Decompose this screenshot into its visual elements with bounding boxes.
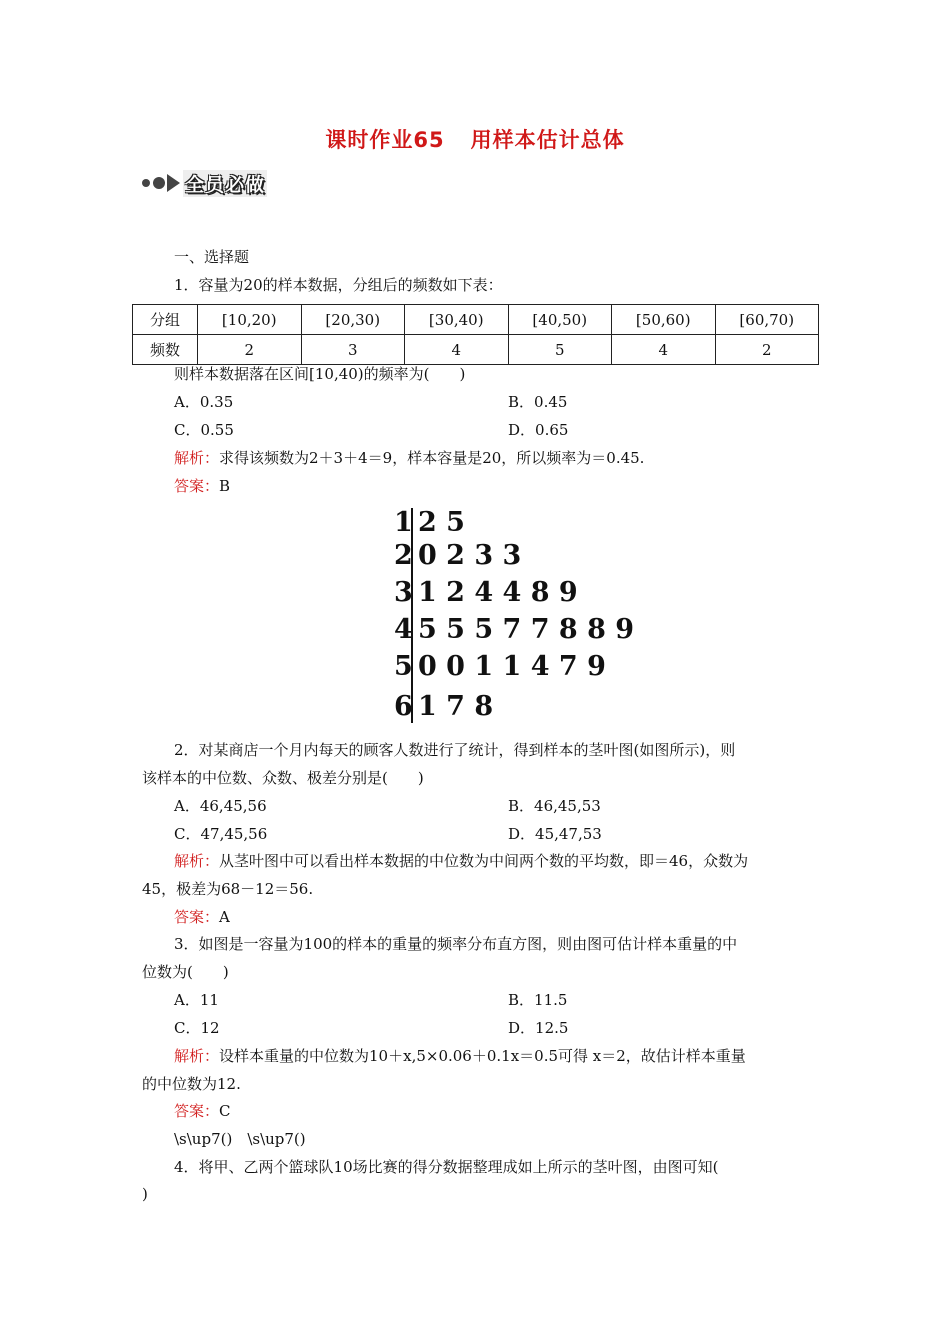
q1-after: 则样本数据落在区间[10,40)的频率为( ): [174, 365, 466, 383]
leaves: 2 5: [418, 507, 465, 538]
analysis-text: 从茎叶图中可以看出样本数据的中位数为中间两个数的平均数，即＝46，众数为: [219, 852, 749, 870]
q3-answer: [174, 1101, 231, 1121]
answer-label: 答案：: [174, 477, 220, 495]
q4-line1: 4．将甲、乙两个篮球队10场比赛的得分数据整理成如上所示的茎叶图，由图可知(: [174, 1158, 719, 1176]
section-badge: [142, 170, 267, 196]
answer-value: B: [219, 477, 231, 495]
title-part1: 课时作业65: [325, 128, 445, 152]
q2-option-d: D．45,47,53: [508, 825, 602, 843]
q1-answer: [174, 476, 230, 496]
table-cell: [40,50): [508, 305, 612, 335]
leaves: 0 0 1 1 4 7 9: [418, 651, 606, 682]
analysis-label: 解析：: [174, 1047, 220, 1065]
q3-analysis: [174, 1046, 746, 1066]
q2-option-c: C．47,45,56: [174, 825, 268, 843]
table-cell: 2: [715, 335, 819, 365]
q1-option-a: A．0.35: [174, 393, 234, 411]
title-part2: 用样本估计总体: [470, 128, 625, 152]
table-row: [133, 335, 819, 365]
q1-text: 1．容量为20的样本数据，分组后的频数如下表：: [174, 276, 503, 294]
stem: 1: [394, 507, 413, 538]
q2-analysis-cont: 45，极差为68－12＝56.: [142, 880, 314, 898]
answer-value: A: [219, 908, 230, 926]
analysis-text: 求得该频数为2＋3＋4＝9，样本容量是20，所以频率为＝0.45.: [219, 449, 645, 467]
leaves: 5 5 5 7 7 8 8 9: [418, 614, 635, 645]
q2-option-b: B．46,45,53: [508, 797, 601, 815]
q2-option-a: A．46,45,56: [174, 797, 267, 815]
table-cell: 3: [301, 335, 405, 365]
table-cell: 4: [612, 335, 716, 365]
leaves: 1 2 4 4 8 9: [418, 577, 578, 608]
stem: 4: [394, 614, 413, 645]
q1-option-b: B．0.45: [508, 393, 568, 411]
q3-line1: 3．如图是一容量为100的样本的重量的频率分布直方图，则由图可估计样本重量的中: [174, 935, 738, 953]
badge-label: 全员必做: [183, 170, 267, 197]
q2-line2: 该样本的中位数、众数、极差分别是( ): [142, 769, 424, 787]
q2-line1: 2．对某商店一个月内每天的顾客人数进行了统计，得到样本的茎叶图(如图所示)，则: [174, 741, 736, 759]
leaves: 1 7 8: [418, 691, 494, 722]
q3-option-c: C．12: [174, 1019, 220, 1037]
dot-icon: [153, 177, 165, 189]
answer-value: C: [219, 1102, 231, 1120]
q2-analysis: [174, 851, 748, 871]
q1-option-c: C．0.55: [174, 421, 234, 439]
q1-analysis: [174, 448, 644, 468]
table-cell: 2: [198, 335, 302, 365]
table-cell: 分组: [133, 305, 198, 335]
analysis-text: 设样本重量的中位数为10＋x,5×0.06＋0.1x＝0.5可得 x＝2，故估计样本重量: [219, 1047, 746, 1065]
misc-placeholder: \s\up7() \s\up7(): [174, 1130, 306, 1148]
q4-line2: ): [142, 1185, 148, 1203]
section-heading: 一、选择题: [174, 248, 250, 266]
frequency-table: [132, 304, 819, 365]
q1-option-d: D．0.65: [508, 421, 569, 439]
table-row: [133, 305, 819, 335]
table-cell: [60,70): [715, 305, 819, 335]
q3-option-d: D．12.5: [508, 1019, 569, 1037]
analysis-label: 解析：: [174, 852, 220, 870]
stem: 6: [394, 691, 413, 722]
answer-label: 答案：: [174, 1102, 220, 1120]
q3-option-a: A．11: [174, 991, 219, 1009]
table-cell: 4: [405, 335, 509, 365]
answer-label: 答案：: [174, 908, 220, 926]
dot-icon: [142, 179, 150, 187]
stem: 3: [394, 577, 413, 608]
table-cell: [30,40): [405, 305, 509, 335]
q3-option-b: B．11.5: [508, 991, 568, 1009]
q3-analysis-cont: 的中位数为12.: [142, 1075, 241, 1093]
table-cell: 5: [508, 335, 612, 365]
table-cell: 频数: [133, 335, 198, 365]
stem: 5: [394, 651, 413, 682]
page-title: [0, 124, 950, 154]
q3-line2: 位数为( ): [142, 963, 229, 981]
q2-answer: [174, 907, 230, 927]
analysis-label: 解析：: [174, 449, 220, 467]
arrow-right-icon: [167, 174, 180, 192]
stem: 2: [394, 540, 413, 571]
table-cell: [20,30): [301, 305, 405, 335]
leaves: 0 2 3 3: [418, 540, 522, 571]
table-cell: [50,60): [612, 305, 716, 335]
table-cell: [10,20): [198, 305, 302, 335]
